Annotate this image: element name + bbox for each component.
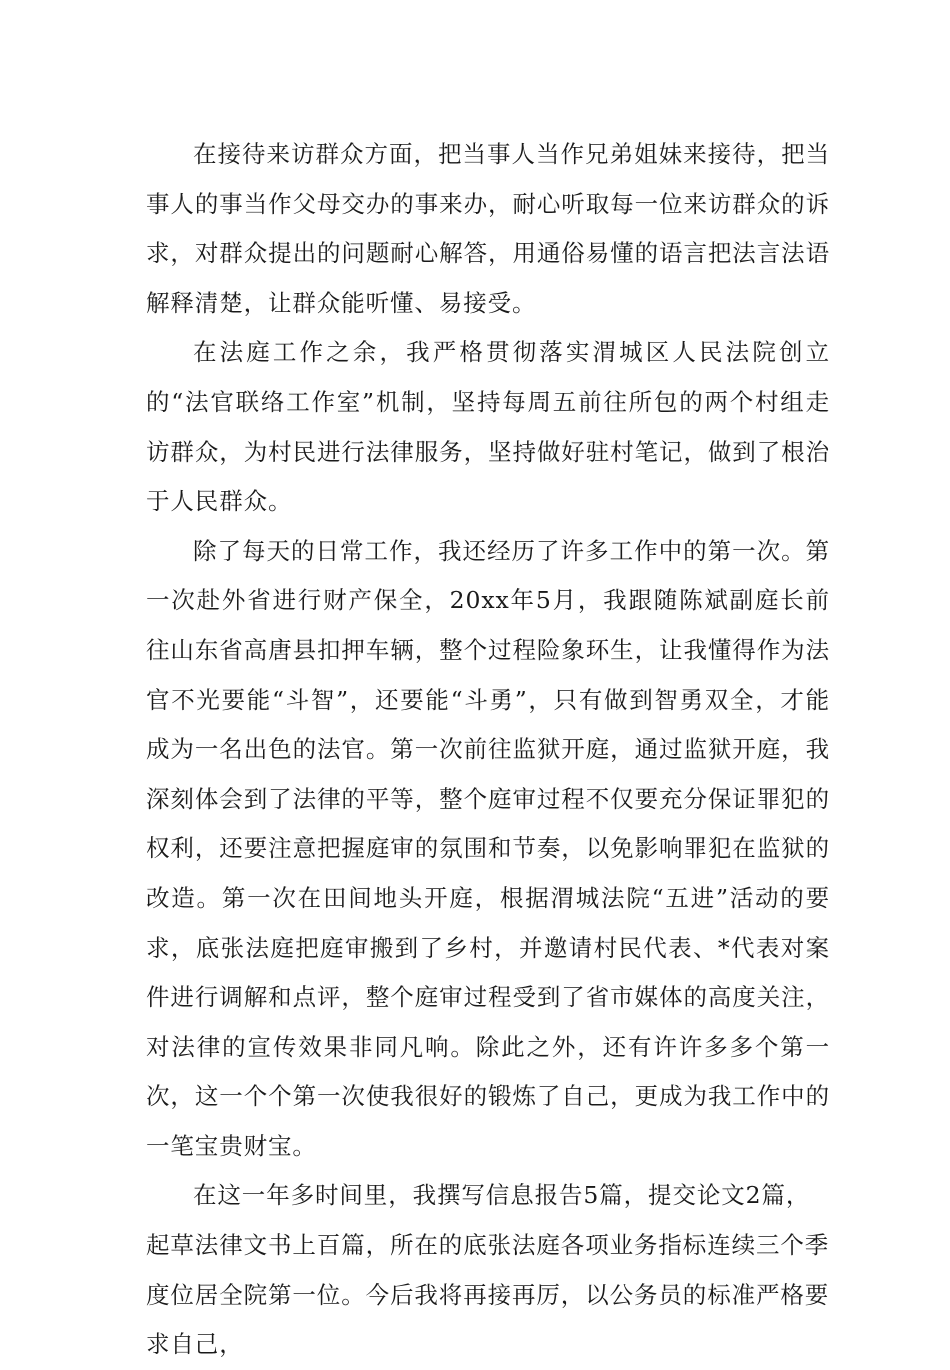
paragraph-achievements: 在这一年多时间里，我撰写信息报告5篇，提交论文2篇，起草法律文书上百篇，所在的底张法庭各项业务指标连续三个季度位居全院第一位。今后我将再接再厉，以公务员的标准严格要求自己， (146, 1181, 830, 1359)
paragraph-first-times: 除了每天的日常工作，我还经历了许多工作中的第一次。第一次赴外省进行财产保全，20xx年5月，我跟随陈斌副庭长前往山东省高唐县扣押车辆，整个过程险象环生，让我懂得作为法官不光要能“斗智”，还要能“斗勇”，只有做到智勇双全，才能成为一名出色的法官。第一次前往监狱开庭，通过监狱开庭，我深刻体会到了法律的平等，整个庭审过程不仅要充分保证罪犯的权利，还要注意把握庭审的氛围和节奏，以免影响罪犯在监狱的改造。第一次在田间地头开庭，根据渭城法院“五进”活动的要求，底张法庭把庭审搬到了乡村，并邀请村民代表、*代表对案件进行调解和点评，整个庭审过程受到了省市媒体的高度关注，对法律的宣传效果非同凡响。除此之外，还有许许多多个第一次，这一个个第一次使我很好的锻炼了自己，更成为我工作中的一笔宝贵财宝。 (146, 536, 830, 1160)
document-body (146, 130, 830, 1370)
paragraph-reception: 在接待来访群众方面，把当事人当作兄弟姐妹来接待，把当事人的事当作父母交办的事来办，耐心听取每一位来访群众的诉求，对群众提出的问题耐心解答，用通俗易懂的语言把法言法语解释清楚，让群众能听懂、易接受。 (146, 140, 830, 317)
paragraph-liaison-office: 在法庭工作之余，我严格贯彻落实渭城区人民法院创立的“法官联络工作室”机制，坚持每周五前往所包的两个村组走访群众，为村民进行法律服务，坚持做好驻村笔记，做到了根治于人民群众。 (146, 338, 830, 516)
